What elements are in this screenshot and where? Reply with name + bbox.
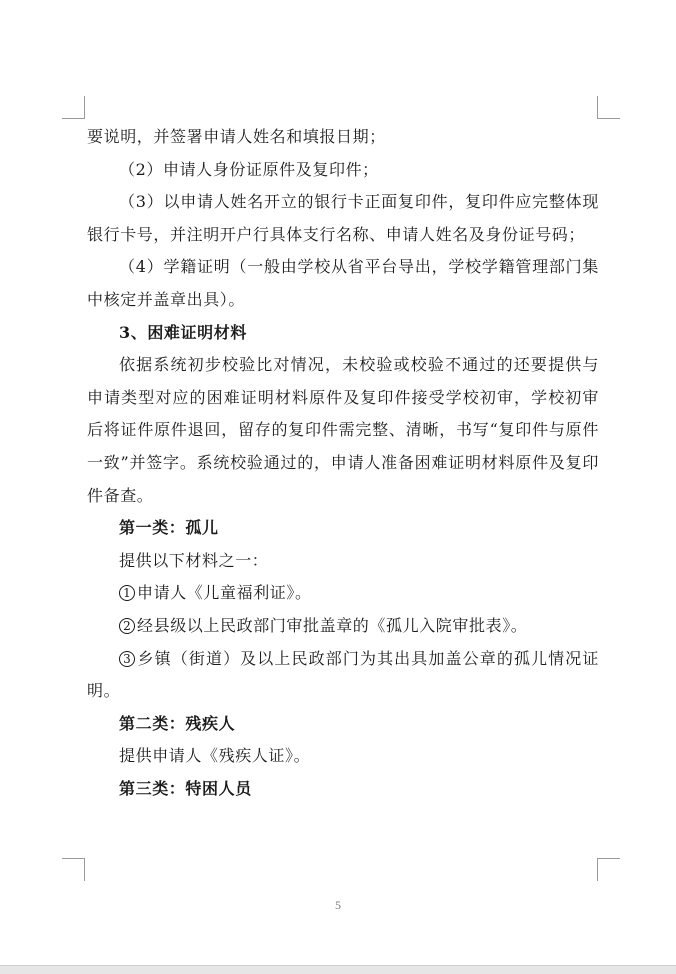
numbered-item (87, 643, 599, 708)
category-heading-disabled: 第二类：残疾人 (119, 713, 236, 733)
list-item-student-status: （4）学籍证明（一般由学校从省平台导出，学校学籍管理部门集中核定并盖章出具）。 (87, 257, 599, 309)
body-paragraph: 提供以下材料之一： (119, 550, 269, 570)
crop-mark-top-left (62, 96, 85, 119)
numbered-item-text: 经县级以上民政部门审批盖章的《孤儿入院审批表》。 (137, 615, 528, 635)
list-item-bank-card: （3）以申请人姓名开立的银行卡正面复印件，复印件应完整体现银行卡号，并注明开户行具体支行名称、申请人姓名及身份证号码； (87, 192, 599, 244)
category-heading-special-hardship: 第三类：特困人员 (119, 778, 252, 798)
body-paragraph: 依据系统初步校验比对情况，未校验或校验不通过的还要提供与申请类型对应的困难证明材料原件及复印件接受学校初审，学校初审后将证件原件退回，留存的复印件需完整、清晰，书写“复印件与原件一致”并签字。系统校验通过的，申请人准备困难证明材料原件及复印件备查。 (87, 355, 599, 505)
crop-mark-bottom-left (62, 858, 85, 881)
numbered-item (87, 610, 599, 643)
numbered-item-text: 申请人《儿童福利证》。 (137, 583, 312, 603)
circled-number-marker: 3 (119, 651, 135, 667)
circled-number-marker: 2 (119, 618, 135, 634)
document-body (87, 121, 599, 805)
numbered-item-text: 乡镇（街道）及以上民政部门为其出具加盖公章的孤儿情况证明。 (87, 648, 599, 701)
crop-mark-bottom-right (597, 858, 620, 881)
list-item-id-card: （2）申请人身份证原件及复印件； (119, 159, 379, 179)
section-heading: 3、困难证明材料 (119, 322, 247, 342)
paragraph-continuation: 要说明，并签署申请人姓名和填报日期； (87, 127, 386, 146)
numbered-item (87, 577, 599, 610)
body-paragraph: 提供申请人《残疾人证》。 (119, 746, 311, 766)
circled-number-marker: 1 (119, 585, 135, 601)
page-number: 5 (335, 898, 341, 912)
crop-mark-top-right (597, 96, 620, 119)
category-heading-orphan: 第一类：孤儿 (119, 518, 219, 538)
